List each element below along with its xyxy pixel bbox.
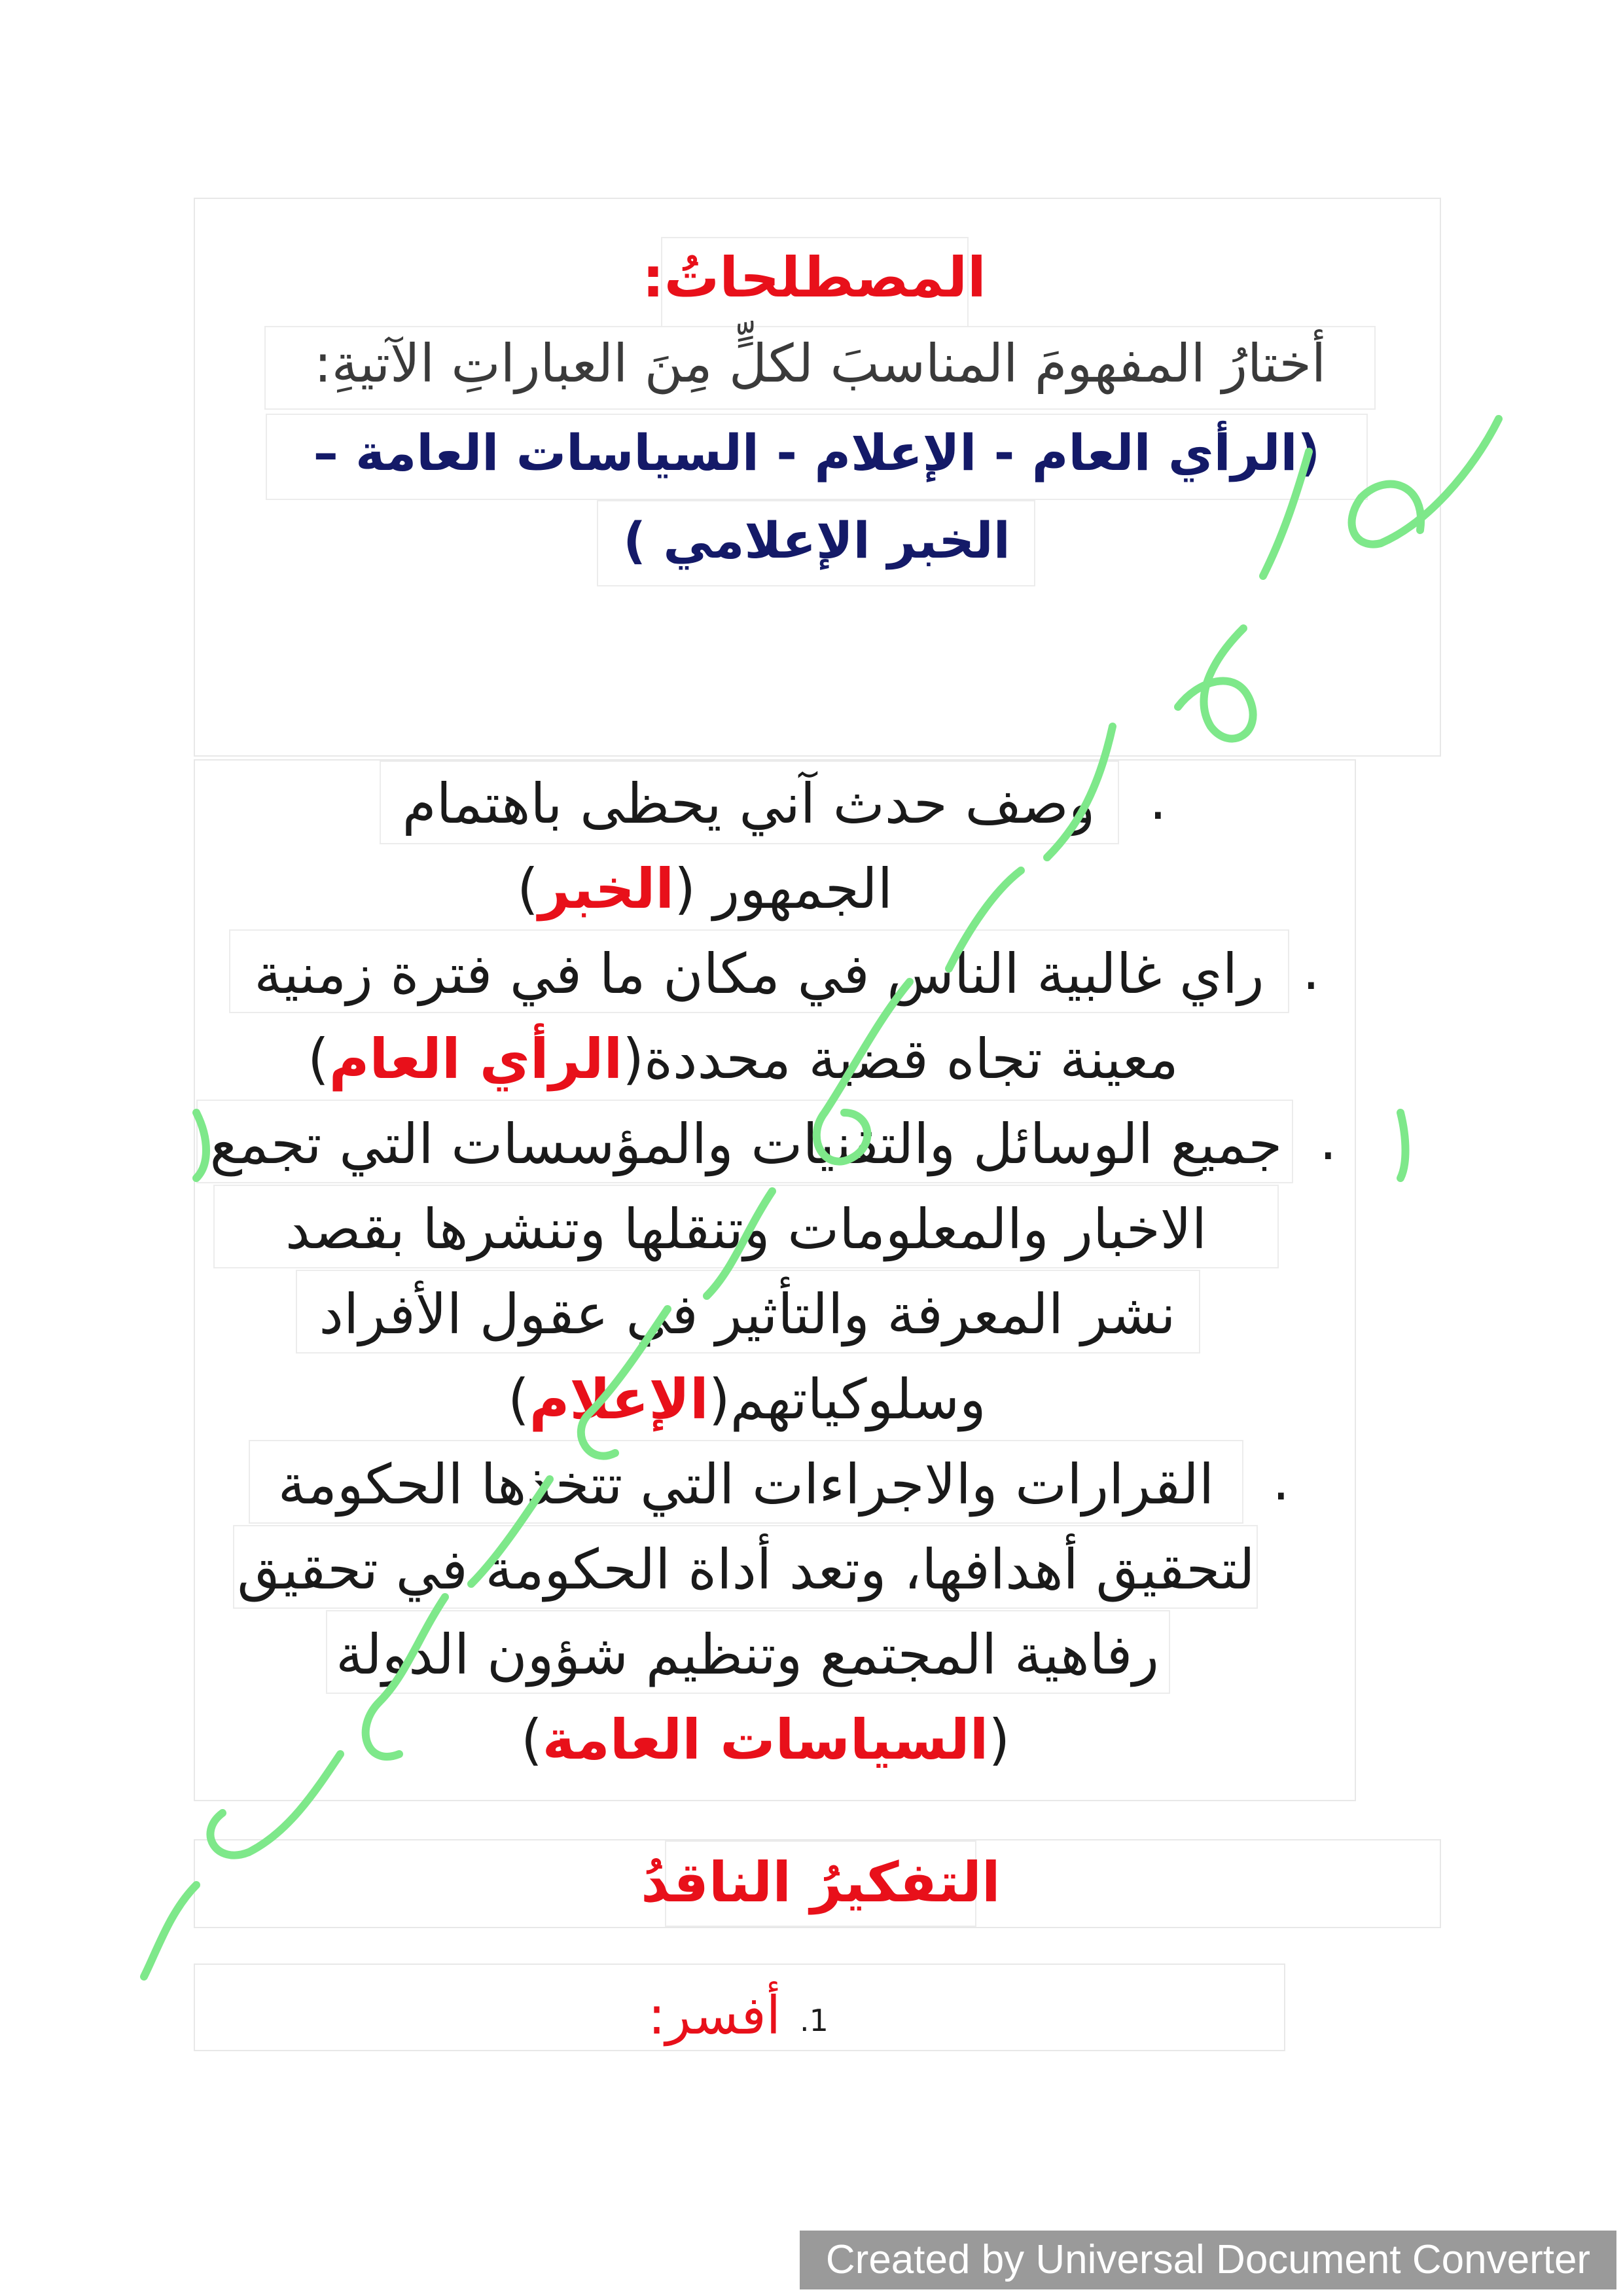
def1-bullet: . — [1149, 768, 1167, 832]
instruction-text: أختارُ المفهومَ المناسبَ لكلٍّ مِنَ العباراتِ الآتيةِ: — [313, 333, 1327, 394]
def3-bullet: . — [1319, 1108, 1337, 1172]
def3-line1: جميع الوسائل والتقنيات والمؤسسات التي تجمع — [209, 1112, 1283, 1176]
def2-answer: الرأي العام — [329, 1027, 623, 1091]
def4-bullet: . — [1272, 1448, 1290, 1513]
def1-line2: الجمهور (الخبر) — [517, 857, 893, 921]
def4-line1: القرارات والاجراءات التي تتخذها الحكومة — [277, 1452, 1215, 1516]
question-text: أفسر: — [648, 1985, 781, 2046]
def3-line4: وسلوكياتهم(الإعلام) — [508, 1367, 986, 1431]
def4-answer: السياسات العامة — [542, 1708, 989, 1772]
def4-line3: رفاهية المجتمع وتنظيم شؤون الدولة — [336, 1623, 1159, 1687]
question-number: 1. — [800, 2003, 829, 2038]
def3-answer: الإعلام — [529, 1367, 709, 1431]
def1-answer: الخبر — [538, 857, 675, 921]
def3-line2: الاخبار والمعلومات وتنقلها وتنشرها بقصد — [285, 1197, 1207, 1261]
def2-line1: راي غالبية الناس في مكان ما في فترة زمنية — [254, 942, 1264, 1006]
critical-thinking-heading: التفكيرُ الناقدُ — [641, 1850, 1001, 1914]
options-line-2: الخبر الإعلامي ) — [623, 511, 1010, 569]
options-line-1: (الرأي العام - الإعلام - السياسات العامة – — [313, 423, 1321, 482]
def3-line3: نشر المعرفة والتأثير في عقول الأفراد — [319, 1282, 1176, 1346]
def4-line2: لتحقيق أهدافها، وتعد أداة الحكومة في تحقيق — [237, 1537, 1255, 1602]
section-title: المصطلحاتُ: — [642, 245, 986, 310]
def2-line2: معينة تجاه قضية محددة(الرأي العام) — [308, 1027, 1179, 1091]
converter-footer-label: Created by Universal Document Converter — [800, 2231, 1616, 2289]
def2-bullet: . — [1302, 938, 1320, 1002]
def1-line1: وصف حدث آني يحظى باهتمام — [402, 772, 1096, 836]
def4-line4: (السياسات العامة) — [521, 1708, 1010, 1772]
